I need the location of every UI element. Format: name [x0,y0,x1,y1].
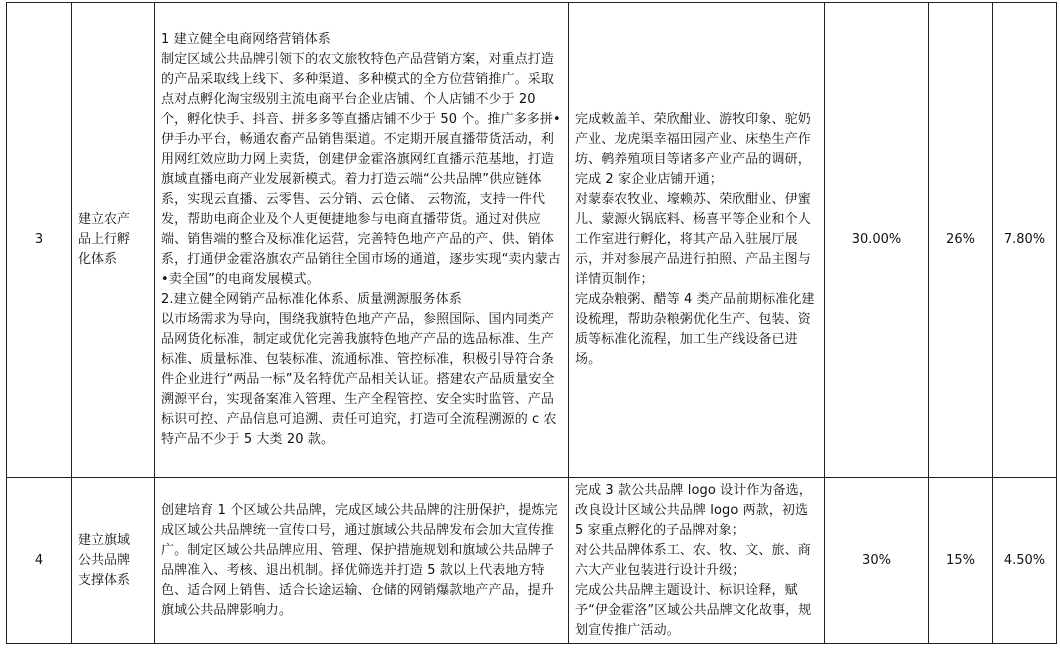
row-number: 3 [7,3,72,478]
score-value: 4.50% [993,478,1057,644]
project-progress-table [6,2,1057,644]
project-content: 1 建立健全电商网络营销体系 制定区域公共品牌引领下的农文旅牧特色产品营销方案，对重点打造的产品采取线上线下、多种渠道、多种模式的全方位营销推广。采取点对点孵化淘宝级别主流电商平台企业店铺、个人店铺不少于 20 个，孵化快手、抖音、拼多多等直播店铺不少于 50 个。推广多多拼•伊手办平台，畅通农畜产品销售渠道。不定期开展直播带货活动，利用网红效应助力网上卖货，创建伊金霍洛旗网红直播示范基地，打造旗域直播电商产业发展新模式。着力打造云端“公共品牌”供应链体系，实现云直播、云零售、云分销、云仓储、 云物流，支持一件代发，帮助电商企业及个人更便捷地参与电商直播带货。通过对供应端、销售端的整合及标准化运营，完善特色地产产品的产、供、销体系，打通伊金霍洛旗农产品销往全国市场的通道，逐步实现“卖内蒙古•卖全国”的电商发展模式。 2.建立健全网销产品标准化体系、质量溯源服务体系 以市场需求为导向，围绕我旗特色地产产品，参照国际、国内同类产品网货化标准，制定或优化完善我旗特色地产产品的选品标准、生产标准、质量标准、包装标准、流通标准、管控标准，积极引导符合条件企业进行“两品一标”及名特优产品相关认证。搭建农产品质量安全溯源平台，实现备案准入管理、生产全程管控、安全实时监管、产品标识可控、产品信息可追溯、责任可追究，打造可全流程溯源的 c 农特产品不少于 5 大类 20 款。 [155,3,569,478]
table-row [7,3,1057,478]
project-name-cell [72,478,155,644]
project-content: 创建培育 1 个区域公共品牌，完成区域公共品牌的注册保护，提炼完成区域公共品牌统一宣传口号，通过旗域公共品牌发布会加大宣传推广。制定区域公共品牌应用、管理、保护措施规划和旗域公共品牌子品牌准入、考核、退出机制。择优筛选并打造 5 款以上代表地方特色、适合网上销售、适合长途运输、仓储的网销爆款地产产品，提升旗域公共品牌影响力。 [155,478,569,644]
project-progress: 完成敕盖羊、荣欣酣业、游牧印象、驼奶产业、龙虎渠幸福田园产业、床垫生产作坊、鹌养殖项目等诸多产业产品的调研，完成 2 家企业店铺开通； 对蒙泰农牧业、壕赖苏、荣欣酣业、伊蜜儿、蒙源火锅底料、杨喜平等企业和个人工作室进行孵化，将其产品入驻展厅展示，并对参展产品进行拍照、产品主图与详情页制作； 完成杂粮粥、醋等 4 类产品前期标准化建设梳理，帮助杂粮粥优化生产、包装、资质等标准化流程，加工生产线设备已进场。 [569,3,825,478]
row-number: 4 [7,478,72,644]
weight-value: 30% [825,478,929,644]
weight-value: 30.00% [825,3,929,478]
table-row [7,478,1057,644]
completion-value: 15% [929,478,993,644]
completion-value: 26% [929,3,993,478]
score-value: 7.80% [993,3,1057,478]
project-progress: 完成 3 款公共品牌 logo 设计作为备选，改良设计区域公共品牌 logo 两款，初选 5 家重点孵化的子品牌对象； 对公共品牌体系工、农、牧、文、旅、商六大产业包装进行设计升级； 完成公共品牌主题设计、标识诠释，赋予“伊金霍洛”区域公共品牌文化故事，规划宣传推广活动。 [569,478,825,644]
project-name: 建立农产 品上行孵 化体系 [78,212,131,267]
project-name-cell [72,3,155,478]
project-name: 建立旗域 公共品牌 支撑体系 [78,532,131,588]
